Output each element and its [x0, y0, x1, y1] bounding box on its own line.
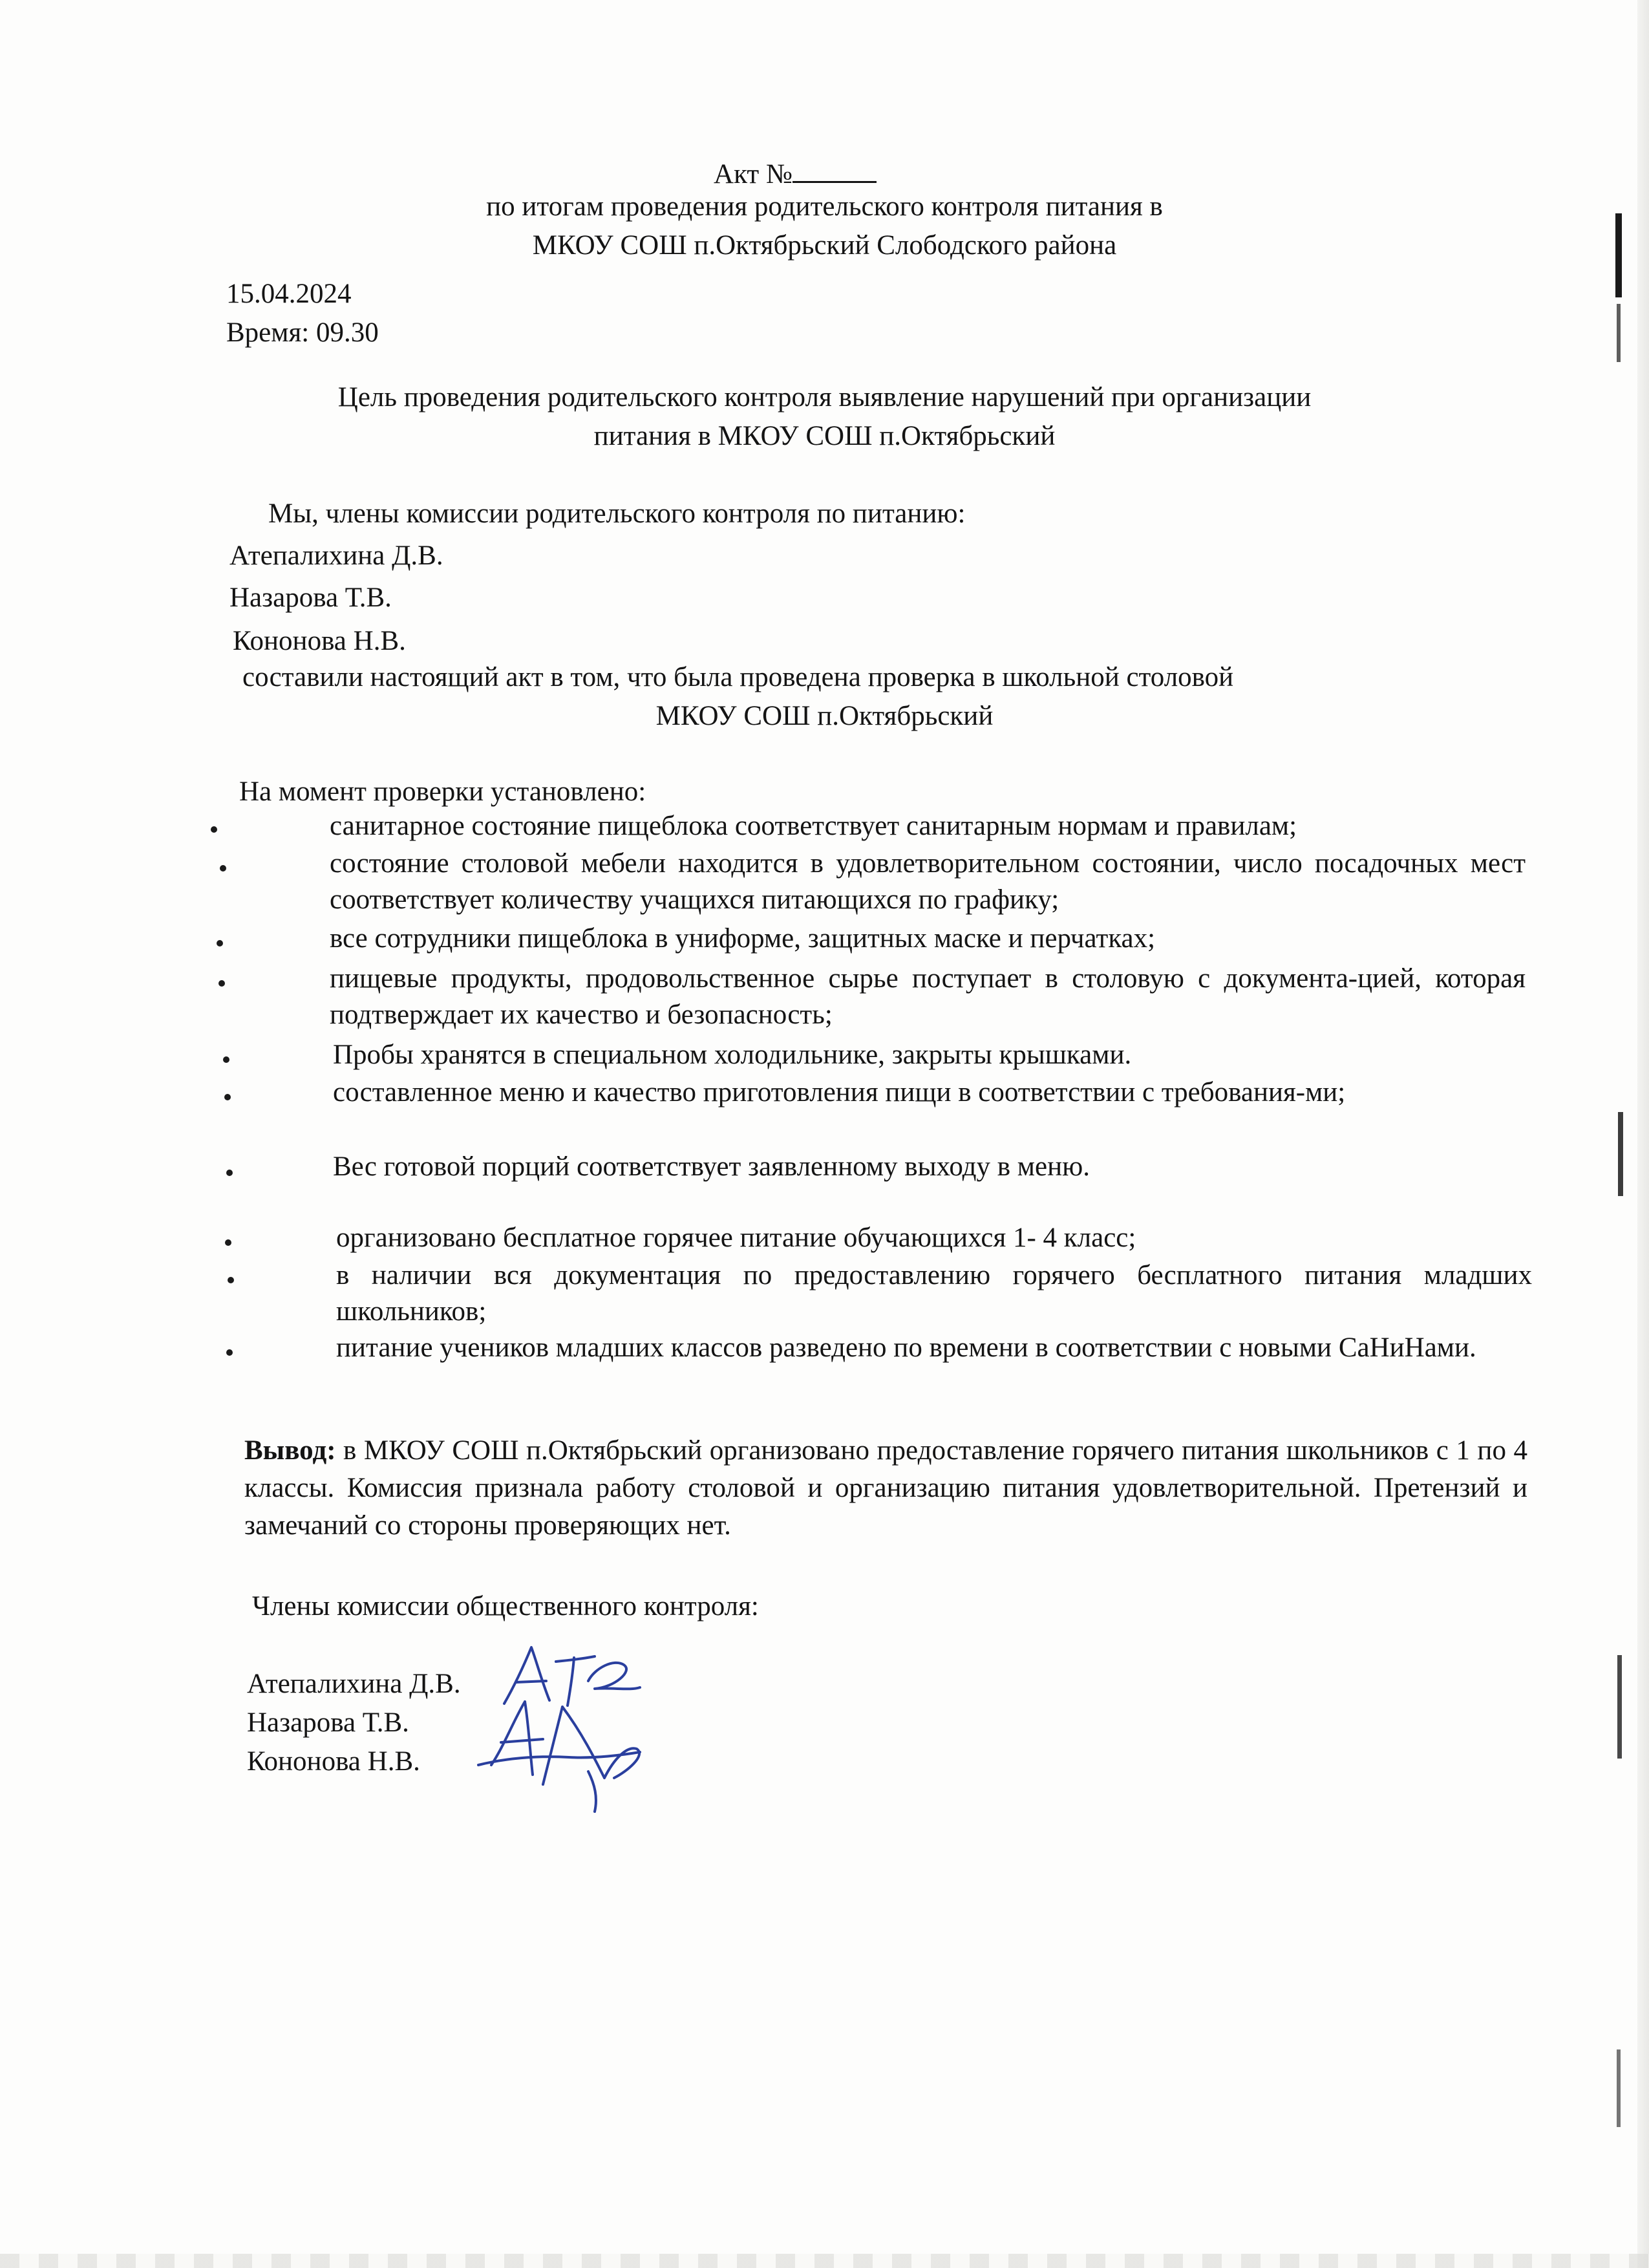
bullet-dot [228, 1277, 234, 1283]
bullet-dot [211, 826, 217, 833]
finding-text: организовано бесплатное горячее питание обучающихся 1- 4 класс; [336, 1223, 1136, 1253]
bullet-dot [217, 940, 223, 947]
scan-artifact [1618, 1112, 1623, 1196]
act-date: 15.04.2024 [226, 279, 352, 309]
handwritten-signature-2 [465, 1694, 659, 1817]
signature-name: Кононова Н.В. [247, 1746, 420, 1777]
bullet-dot [220, 865, 226, 872]
bullet-dot [226, 1170, 233, 1176]
purpose-line2: питания в МКОУ СОШ п.Октябрьский [593, 421, 1056, 451]
commission-member: Атепалихина Д.В. [229, 540, 443, 571]
act-time: Время: 09.30 [226, 317, 379, 348]
finding-text: Пробы хранятся в специальном холодильнике, закрыты крышками. [333, 1040, 1132, 1070]
finding-text: составленное меню и качество приготовления пищи в соответствии с требования-ми; [333, 1077, 1346, 1107]
bullet-dot [224, 1094, 231, 1100]
finding-text: в наличии вся документация по предоставлению горячего бесплатного питания младших школьников; [336, 1260, 1532, 1327]
act-title [646, 158, 944, 190]
finding-text: пищевые продукты, продовольственное сырье поступает в столовую с документа-цией, которая подтверждает их качество и безопасность; [330, 963, 1526, 1030]
scan-artifact [1617, 304, 1621, 362]
conclusion-label: Вывод: [244, 1435, 336, 1466]
scan-edge-shadow [1637, 0, 1649, 2268]
scan-artifact [1617, 2049, 1621, 2127]
act-label: Акт № [714, 159, 793, 189]
finding-text: санитарное состояние пищеблока соответствует санитарным нормам и правилам; [330, 811, 1297, 841]
finding-text: состояние столовой мебели находится в удовлетворительном состоянии, число посадочных мест соответствует количеству учащихся питающихся по графику; [330, 848, 1526, 915]
statement-line1: составили настоящий акт в том, что была проведена проверка в школьной столовой [242, 662, 1234, 692]
statement-line2: МКОУ СОШ п.Октябрьский [655, 701, 994, 731]
bullet-dot [218, 980, 225, 987]
signatures-intro: Члены комиссии общественного контроля: [252, 1591, 759, 1621]
bullet-dot [223, 1056, 229, 1063]
commission-member: Назарова Т.В. [229, 583, 392, 613]
purpose-line1: Цель проведения родительского контроля выявление нарушений при организации [337, 382, 1312, 412]
commission-member: Кононова Н.В. [233, 626, 406, 656]
conclusion-paragraph [244, 1432, 1527, 1545]
bullet-dot [226, 1349, 233, 1356]
findings-intro: На момент проверки установлено: [239, 776, 646, 807]
finding-text: Вес готовой порций соответствует заявленному выходу в меню. [333, 1151, 1090, 1182]
conclusion-text: в МКОУ СОШ п.Октябрьский организовано предоставление горячего питания школьников с 1 по 4 классы. Комиссия признала работу столовой и организацию питания удовлетворительной. Претензий и замечаний со стороны проверяющих нет. [244, 1435, 1527, 1541]
finding-text: питание учеников младших классов разведено по времени в соответствии с новыми СаНиНами. [336, 1332, 1476, 1363]
commission-intro: Мы, члены комиссии родительского контроля по питанию: [268, 498, 966, 529]
act-number-blank [793, 162, 877, 183]
act-subtitle-line1: по итогам проведения родительского контроля питания в [486, 191, 1163, 222]
scan-bottom-edge [0, 2254, 1649, 2268]
bullet-dot [225, 1239, 231, 1246]
signature-name: Атепалихина Д.В. [247, 1669, 461, 1699]
scan-artifact [1617, 1655, 1622, 1759]
signature-name: Назарова Т.В. [247, 1707, 409, 1738]
finding-text: все сотрудники пищеблока в униформе, защитных маске и перчатках; [330, 923, 1156, 954]
act-subtitle-line2: МКОУ СОШ п.Октябрьский Слободского района [532, 230, 1117, 261]
